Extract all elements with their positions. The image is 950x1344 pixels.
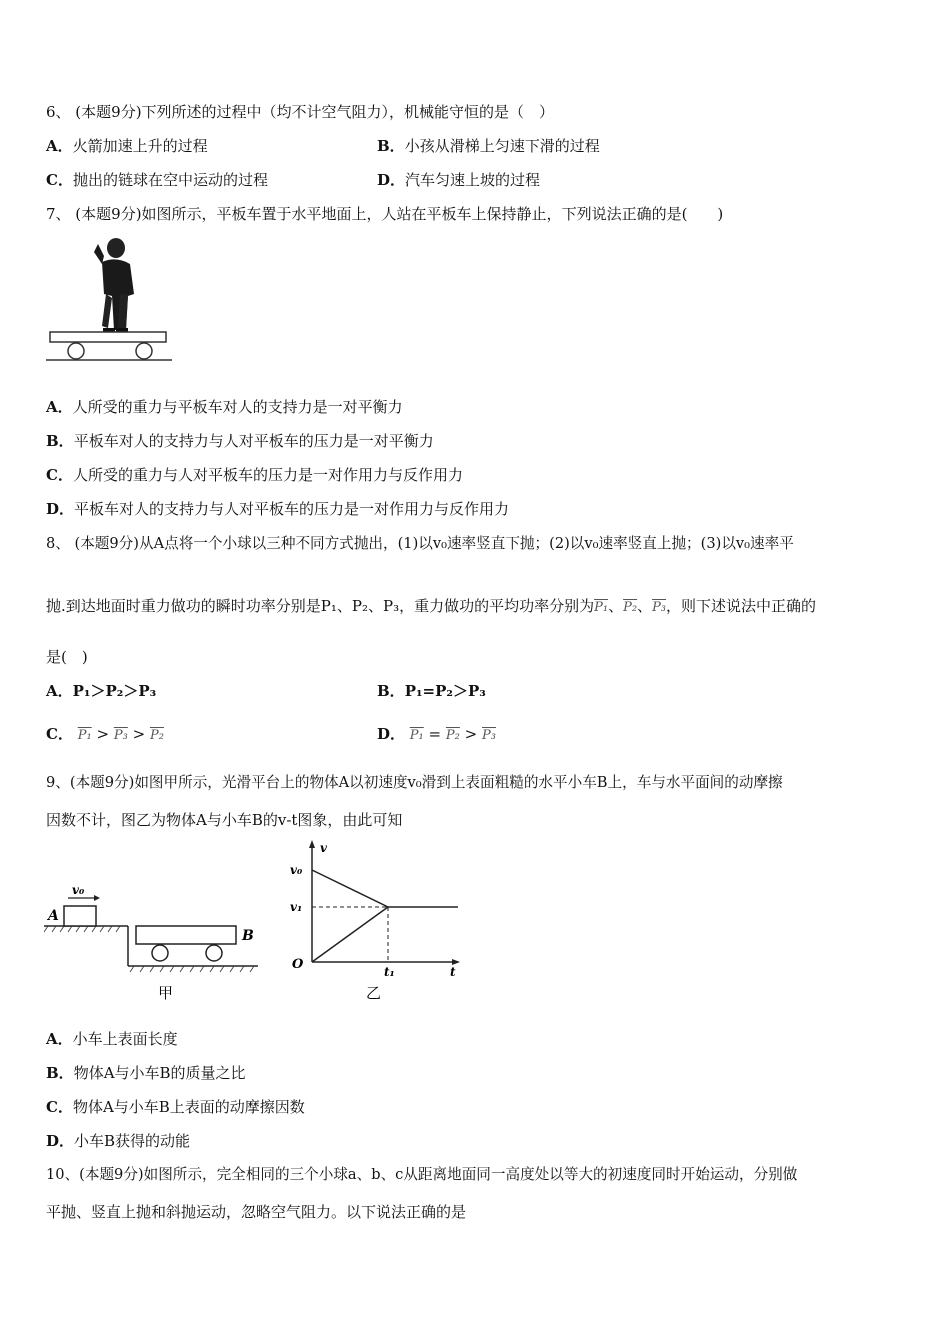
q6-option-d[interactable]: D．汽车匀速上坡的过程	[377, 171, 541, 189]
q9-option-a[interactable]: A．小车上表面长度	[46, 1030, 178, 1048]
fig-jia-label-v0: v₀	[72, 883, 85, 897]
fig-jia-label-a: A	[48, 908, 59, 924]
q8-option-d[interactable]: D． P₁ = P₂ > P₃	[377, 725, 496, 743]
vt-axis-t: t	[450, 965, 456, 979]
q9-option-b[interactable]: B．物体A与小车B的质量之比	[46, 1064, 246, 1082]
vt-line-b	[312, 907, 388, 962]
q7-option-c[interactable]: C．人所受的重力与人对平板车的压力是一对作用力与反作用力	[46, 466, 463, 484]
q8-stem-line3: 是( )	[46, 648, 88, 666]
q9-option-d[interactable]: D．小车B获得的动能	[46, 1132, 191, 1150]
q9-stem-line2: 因数不计，图乙为物体A与小车B的v-t图象，由此可知	[46, 811, 403, 829]
q8-option-b[interactable]: B．P₁=P₂＞P₃	[377, 682, 486, 700]
vt-line-a	[312, 870, 388, 907]
q8-option-c[interactable]: C． P₁ > P₃ > P₂	[46, 725, 164, 743]
vt-axis-v: v	[320, 841, 327, 855]
q9-option-c[interactable]: C．物体A与小车B上表面的动摩擦因数	[46, 1098, 305, 1116]
vt-label-v0: v₀	[290, 863, 303, 877]
q7-option-b[interactable]: B．平板车对人的支持力与人对平板车的压力是一对平衡力	[46, 432, 434, 450]
q8-option-a[interactable]: A．P₁＞P₂＞P₃	[46, 682, 157, 700]
q6-stem: 6、 (本题9分)下列所述的过程中（均不计空气阻力），机械能守恒的是（ ）	[46, 103, 555, 121]
vt-label-t1: t₁	[384, 965, 395, 979]
fig-yi-caption: 乙	[366, 984, 382, 1002]
q10-stem-line1: 10、(本题9分)如图所示，完全相同的三个小球a、b、c从距离地面同一高度处以等大的初速度同时开始运动，分别做	[46, 1166, 798, 1183]
vt-label-v1: v₁	[290, 900, 303, 914]
fig-jia-label-b: B	[242, 928, 254, 944]
q7-option-a[interactable]: A．人所受的重力与平板车对人的支持力是一对平衡力	[46, 398, 403, 416]
q9-figure-jia	[44, 878, 264, 1002]
q7-option-d[interactable]: D．平板车对人的支持力与人对平板车的压力是一对作用力与反作用力	[46, 500, 510, 518]
q7-stem: 7、 (本题9分)如图所示，平板车置于水平地面上，人站在平板车上保持静止，下列说法正确的是( )	[46, 205, 724, 223]
vt-label-origin: O	[292, 957, 304, 972]
fig-jia-caption: 甲	[158, 984, 174, 1002]
q8-stem-line1: 8、 (本题9分)从A点将一个小球以三种不同方式抛出，(1)以v₀速率竖直下抛；(2)以v₀速率竖直上抛；(3)以v₀速率平	[46, 535, 794, 552]
q8-stem-line2: 抛.到达地面时重力做功的瞬时功率分别是P₁、P₂、P₃，重力做功的平均功率分别为P₁、P₂、P₃，则下述说法中正确的	[46, 597, 817, 615]
q10-stem-line2: 平抛、竖直上抛和斜抛运动，忽略空气阻力。以下说法正确的是	[46, 1203, 467, 1221]
q7-figure-person-on-cart	[46, 232, 176, 364]
q9-stem-line1: 9、(本题9分)如图甲所示，光滑平台上的物体A以初速度v₀滑到上表面粗糙的水平小车B上，车与水平面间的动摩擦	[46, 774, 783, 791]
q9-figure-yi-vt-graph	[284, 838, 464, 1002]
q6-option-a[interactable]: A．火箭加速上升的过程	[46, 137, 208, 155]
q6-option-c[interactable]: C．抛出的链球在空中运动的过程	[46, 171, 268, 189]
q6-option-b[interactable]: B．小孩从滑梯上匀速下滑的过程	[377, 137, 600, 155]
